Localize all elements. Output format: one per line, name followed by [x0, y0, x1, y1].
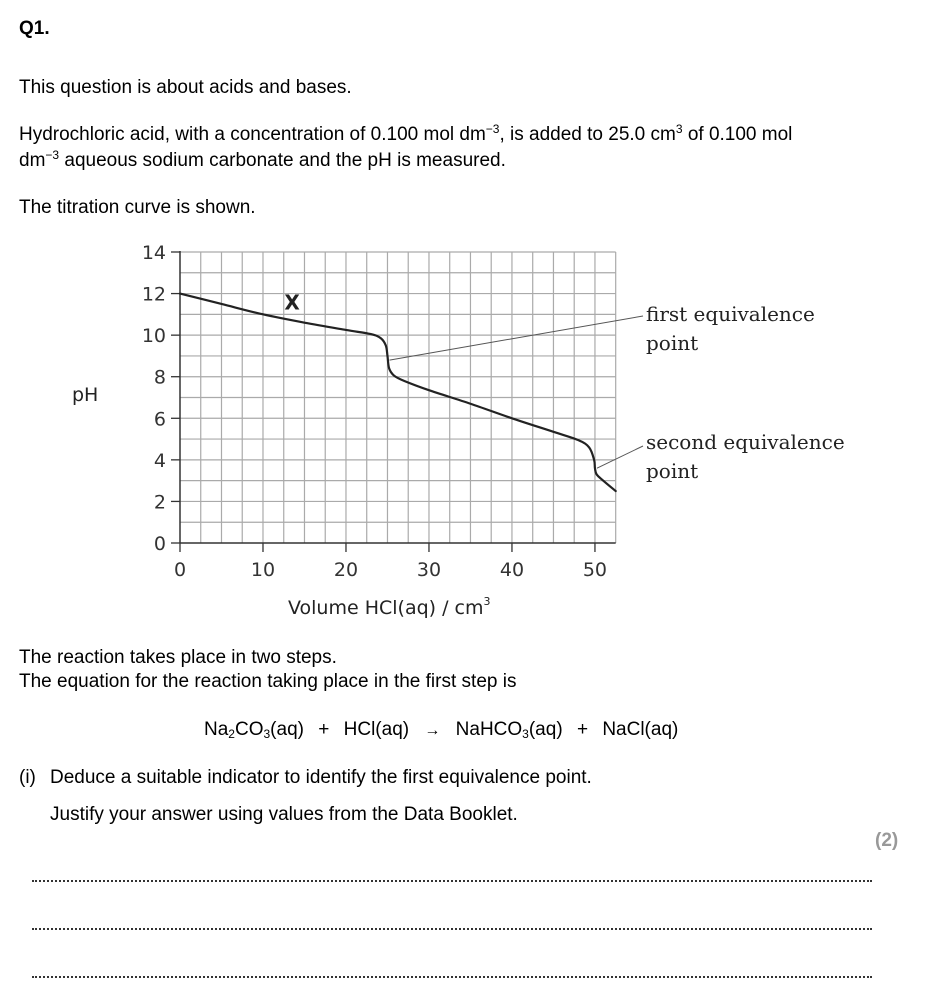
y-tick-label: 14 [141, 242, 166, 264]
reaction-text-line-2: The equation for the reaction taking place in the first step is [19, 671, 517, 692]
x-tick-label: 40 [499, 559, 525, 581]
paragraph-line1-sup1: −3 [485, 122, 500, 136]
paragraph-line1-sup2: 3 [675, 122, 683, 136]
second-equivalence-label-line2: point [646, 459, 699, 483]
x-tick-label: 0 [173, 559, 187, 581]
reactant-1-sub2: 3 [263, 727, 271, 741]
y-tick-label: 4 [153, 449, 166, 472]
arrow-icon: → [424, 722, 441, 739]
part-i-question-line-1: Deduce a suitable indicator to identify the first equivalence point. [50, 767, 592, 788]
plus-sign-1: + [318, 719, 330, 740]
y-tick-label: 6 [153, 408, 166, 431]
x-tick-label: 30 [416, 559, 442, 581]
reaction-text-line-1: The reaction takes place in two steps. [19, 647, 337, 668]
x-tick-label: 20 [333, 559, 359, 581]
product-1 [456, 719, 563, 740]
x-tick-label: 10 [250, 559, 276, 581]
x-tick-label: 50 [582, 559, 608, 581]
second-equivalence-label-line1: second equivalence [646, 430, 845, 454]
reactant-1-a: Na [204, 719, 229, 740]
x-axis-label-text: Volume HCl(aq) / cm [288, 597, 484, 619]
marks-badge: (2) [875, 830, 899, 851]
paragraph-line1-c: of 0.100 mol [682, 124, 793, 145]
paragraph-line2-a: dm [19, 150, 46, 171]
answer-line-3[interactable] [32, 976, 872, 978]
question-number: Q1. [19, 18, 50, 39]
paragraph-line2-sup: −3 [45, 148, 60, 162]
x-axis-label [288, 595, 491, 619]
first-equivalence-label-line1: first equivalence [646, 302, 815, 326]
plus-sign-2: + [576, 719, 589, 740]
chart-grid [180, 252, 616, 543]
titration-curve-line [180, 294, 616, 491]
product-1-a: NaHCO [455, 719, 523, 740]
product-1-b: (aq) [528, 719, 563, 740]
y-tick-label: 2 [153, 491, 166, 514]
answer-line-1[interactable] [32, 880, 872, 882]
point-x-label: X [284, 290, 300, 315]
y-tick-label: 12 [141, 283, 166, 306]
product-1-sub: 3 [522, 727, 529, 741]
paragraph-line1-a: Hydrochloric acid, with a concentration of 0.100 mol dm [19, 124, 486, 145]
y-tick-label: 10 [141, 325, 166, 348]
y-tick-label: 8 [153, 366, 166, 389]
reactant-1-b: CO [234, 719, 264, 740]
reactant-1 [204, 719, 304, 740]
y-tick-label: 0 [153, 533, 166, 555]
x-axis-label-sup: 3 [483, 595, 491, 608]
paragraph-line2-b: aqueous sodium carbonate and the pH is measured. [59, 150, 506, 171]
reactant-2: HCl(aq) [343, 719, 410, 740]
reactant-1-c: (aq) [270, 719, 304, 740]
reactant-1-sub1: 2 [228, 727, 235, 741]
paragraph-line1-b: , is added to 25.0 cm [499, 124, 676, 145]
part-i-label: (i) [19, 767, 36, 788]
first-equivalence-leader-line [389, 316, 643, 360]
part-i-question-line-2: Justify your answer using values from the Data Booklet. [50, 804, 518, 825]
chart-axes [171, 251, 616, 552]
y-tick-labels [142, 242, 166, 555]
first-equivalence-label-line2: point [646, 331, 699, 355]
y-axis-label: pH [72, 384, 99, 406]
answer-line-2[interactable] [32, 928, 872, 930]
chemical-equation [204, 720, 678, 739]
intro-text: This question is about acids and bases. [19, 77, 352, 98]
second-equivalence-leader-line [597, 446, 643, 468]
curve-intro-text: The titration curve is shown. [19, 197, 256, 218]
x-tick-labels [174, 559, 607, 581]
product-2: NaCl(aq) [602, 719, 679, 740]
